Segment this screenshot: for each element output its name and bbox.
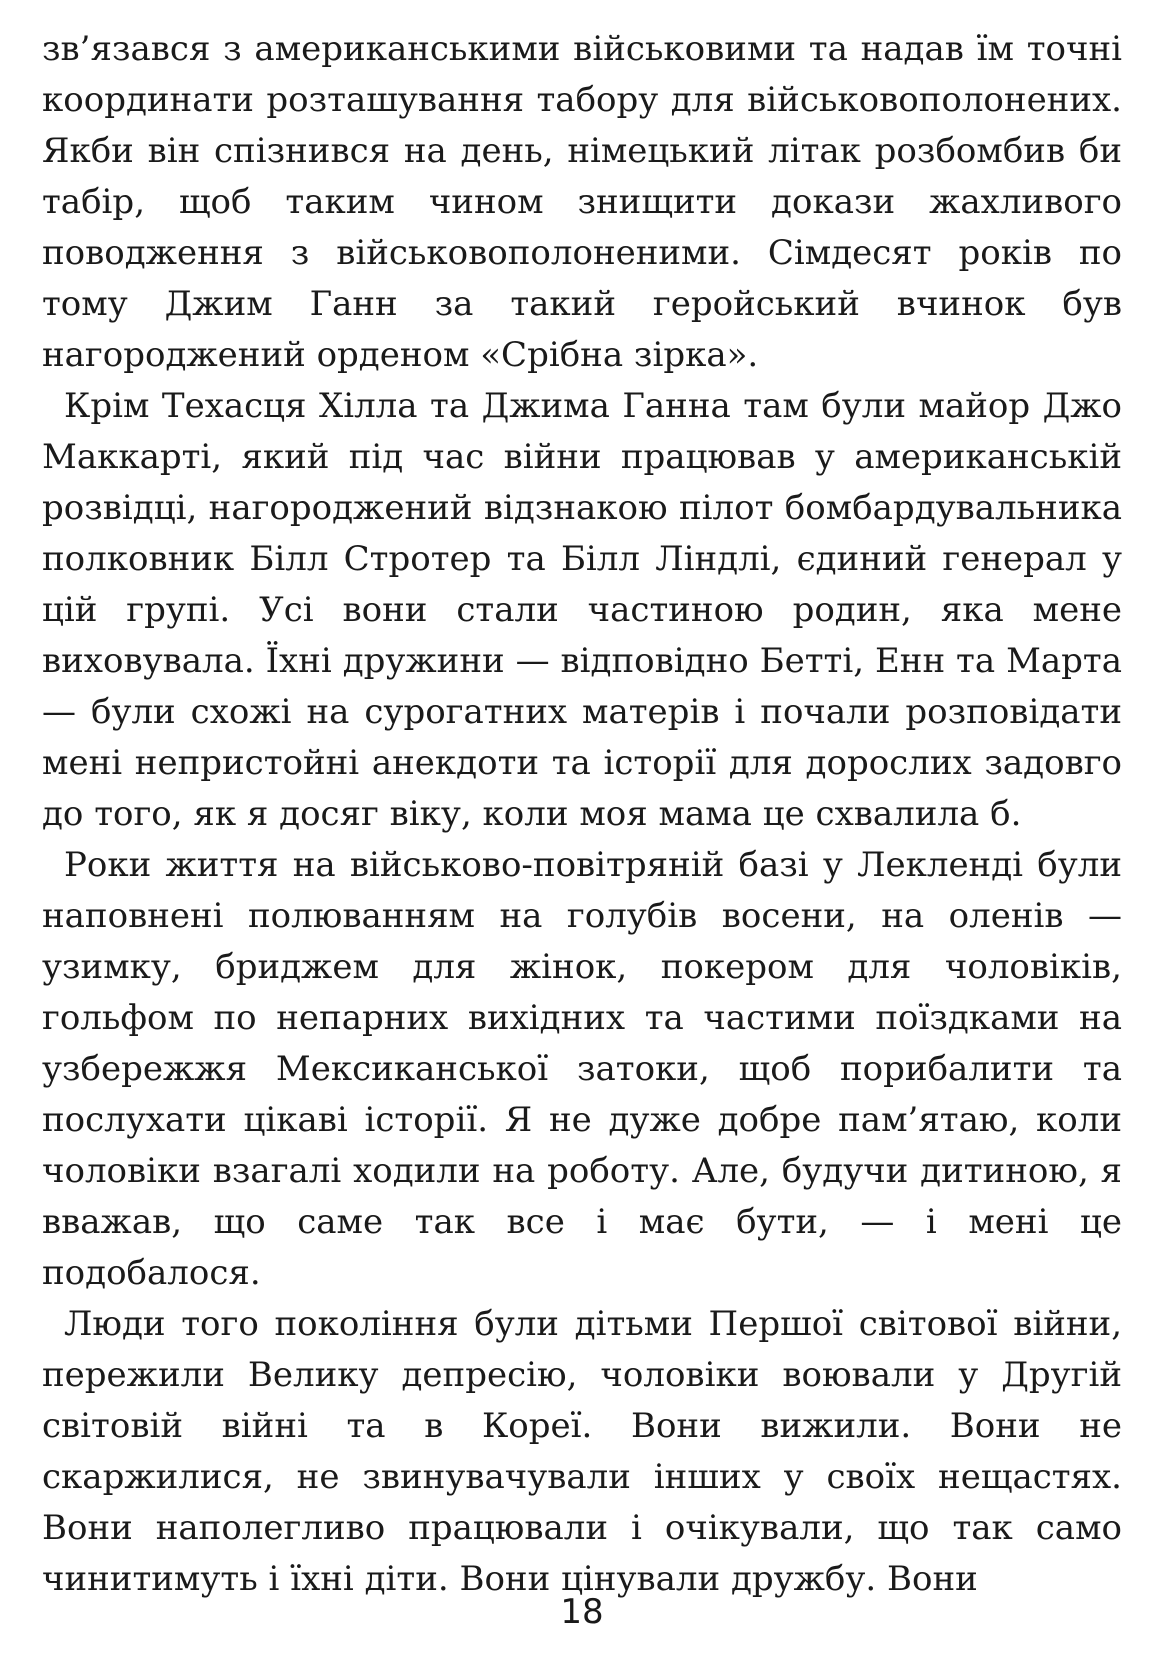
page-number: 18	[560, 1592, 604, 1632]
paragraph-1: зв’язався з американськими військовими та надав їм точні координати розташування табору для військовополонених. Якби він спізнився на день, німецький літак розбомбив би табір, щоб таким чином знищити докази жахливого поводження з військовополоненими. Сімдесят років по тому Джим Ганн за такий геройський вчинок був нагороджений орденом «Срібна зірка».	[42, 29, 1122, 375]
page-body	[42, 24, 1122, 1605]
paragraph-4: Люди того покоління були дітьми Першої світової війни, пережили Велику депресію, чоловіки воювали у Другій світовій війні та в Кореї. Вони вижили. Вони не скаржилися, не звинувачували інших у своїх нещастях. Вони наполегливо працювали і очікували, що так само чинитимуть і їхні діти. Вони цінували дружбу. Вони	[42, 1304, 1122, 1599]
paragraph-2: Крім Техасця Хілла та Джима Ганна там були майор Джо Маккарті, який під час війни працював у американській розвідці, нагороджений відзнакою пілот бомбардувальника полковник Білл Стротер та Білл Ліндлі, єдиний генерал у цій групі. Усі вони стали частиною родин, яка мене виховувала. Їхні дружини — відповідно Бетті, Енн та Марта — були схожі на сурогатних матерів і почали розповідати мені непристойні анекдоти та історії для дорослих задовго до того, як я досяг віку, коли моя мама це схвалила б.	[42, 386, 1122, 834]
paragraph-3: Роки життя на військово-повітряній базі у Лекленді були наповнені полюванням на голубів восени, на оленів — узимку, бриджем для жінок, покером для чоловіків, гольфом по непарних вихідних та частими поїздками на узбережжя Мексиканської затоки, щоб порибалити та послухати цікаві історії. Я не дуже добре пам’ятаю, коли чоловіки взагалі ходили на роботу. Але, будучи дитиною, я вважав, що саме так все і має бути, — і мені це подобалося.	[42, 845, 1122, 1293]
